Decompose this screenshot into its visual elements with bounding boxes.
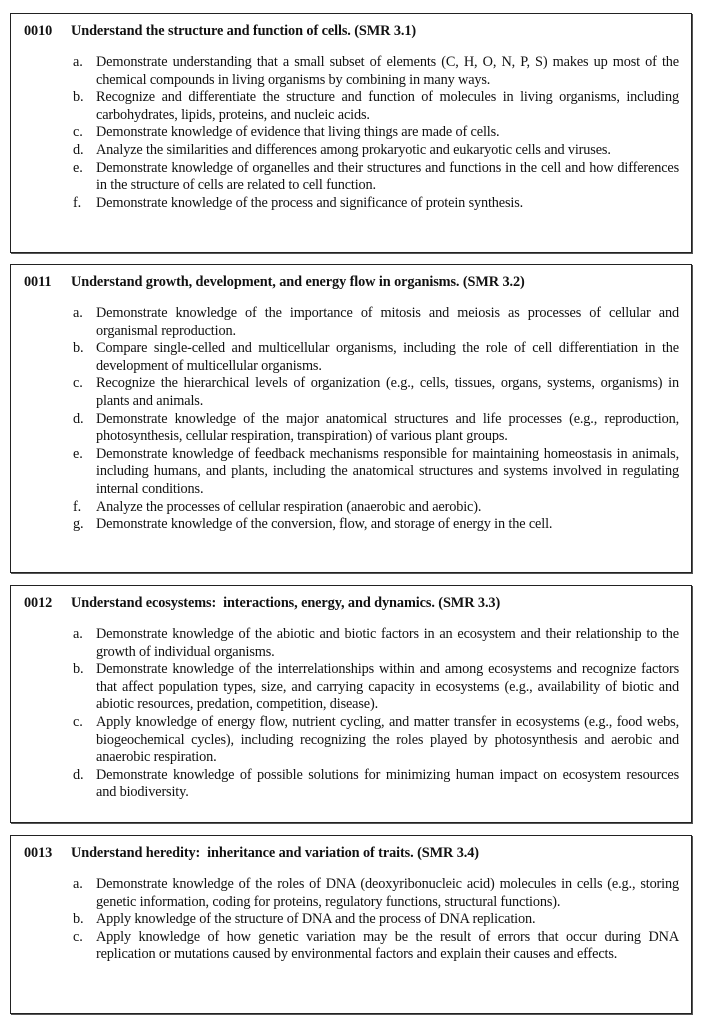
objective-item [11,626,679,661]
objective-item [11,516,679,534]
objective-list [11,40,691,212]
item-marker: f. [73,498,82,515]
objective-item [11,499,679,517]
item-marker: a. [73,626,83,642]
section-header [11,836,691,862]
objective-item [11,911,679,929]
section-title: Understand ecosystems: interactions, energy, and dynamics. (SMR 3.3) [71,595,501,611]
objective-item [11,411,679,446]
item-text: Recognize the hierarchical levels of organization (e.g., cells, tissues, organs, systems, organisms) in plants and animals. [96,375,679,409]
objective-item [11,124,679,142]
item-marker: a. [73,876,83,892]
objective-item [11,446,679,499]
item-text: Apply knowledge of the structure of DNA and the process of DNA replication. [96,911,536,928]
item-marker: b. [73,661,84,678]
objective-item [11,195,679,213]
item-text: Demonstrate knowledge of evidence that living things are made of cells. [96,124,500,141]
item-marker: c. [73,375,83,392]
section-box-0012 [10,585,692,823]
section-header [11,586,691,612]
item-marker: b. [73,340,84,357]
section-box-0011 [10,264,692,573]
objective-item [11,340,679,375]
item-text: Apply knowledge of energy flow, nutrient cycling, and matter transfer in ecosystems (e.g., food webs, biogeochemical cycles), including recognizing the roles played by photosynthesis and aerobic and anaerobic respiration. [96,713,679,766]
item-text: Demonstrate knowledge of the major anatomical structures and life processes (e.g., reproduction, photosynthesis, cellular respiration, transpiration) of various plant groups. [96,410,679,445]
item-marker: g. [73,516,84,533]
item-text: Demonstrate knowledge of the interrelationships within and among ecosystems and recognize factors that affect population types, size, and carrying capacity in ecosystems (e.g., availability of biotic and abiotic resources, predation, competition, disease). [96,661,679,713]
objective-item [11,929,679,964]
item-text: Demonstrate knowledge of organelles and their structures and functions in the cell and how differences in the structure of cells are related to cell function. [96,159,679,194]
item-text: Recognize and differentiate the structure and function of molecules in living organisms, including carbohydrates, lipids, proteins, and nucleic acids. [96,89,679,123]
item-marker: b. [73,911,84,928]
objective-item [11,661,679,714]
item-marker: d. [73,766,84,783]
item-text: Demonstrate knowledge of the roles of DNA (deoxyribonucleic acid) molecules in cells (e.g., storing genetic information, coding for proteins, regulatory functions, structural functions). [96,876,679,910]
item-text: Analyze the similarities and differences among prokaryotic and eukaryotic cells and viruses. [96,141,611,158]
item-marker: e. [73,159,83,176]
objective-list [11,291,691,534]
item-text: Demonstrate knowledge of feedback mechanisms responsible for maintaining homeostasis in animals, including humans, and plants, including the anatomical structures and systems involved in regulating internal conditions. [96,445,679,497]
section-header [11,265,691,291]
objective-list [11,612,691,802]
objective-item [11,142,679,160]
item-text: Apply knowledge of how genetic variation may be the result of errors that occur during DNA replication or mutations caused by environmental factors and explain their causes and effects. [96,928,679,963]
item-text: Demonstrate knowledge of the conversion, flow, and storage of energy in the cell. [96,516,553,533]
objective-item [11,714,679,767]
section-box-0010 [10,13,692,253]
item-text: Demonstrate knowledge of the importance of mitosis and meiosis as processes of cellular and organismal reproduction. [96,305,679,339]
item-marker: d. [73,141,84,158]
section-title: Understand growth, development, and energy flow in organisms. (SMR 3.2) [71,274,525,290]
item-marker: f. [73,194,82,211]
section-code: 0010 [24,23,53,39]
item-text: Demonstrate knowledge of the abiotic and biotic factors in an ecosystem and their relationship to the growth of individual organisms. [96,626,679,660]
objective-item [11,89,679,124]
item-marker: b. [73,89,84,106]
item-text: Compare single-celled and multicellular organisms, including the role of cell differentiation in the development of multicellular organisms. [96,340,679,374]
objective-item [11,160,679,195]
section-title: Understand heredity: inheritance and variation of traits. (SMR 3.4) [71,845,479,861]
section-code: 0011 [24,274,52,290]
item-marker: c. [73,713,83,730]
section-box-0013 [10,835,692,1014]
item-marker: a. [73,305,83,321]
section-header [11,14,691,40]
item-marker: c. [73,928,83,945]
item-marker: d. [73,410,84,427]
item-marker: a. [73,54,83,70]
objective-list [11,862,691,964]
item-marker: c. [73,124,83,141]
section-title: Understand the structure and function of cells. (SMR 3.1) [71,23,417,39]
item-text: Demonstrate knowledge of the process and significance of protein synthesis. [96,194,524,211]
item-text: Analyze the processes of cellular respiration (anaerobic and aerobic). [96,498,482,515]
objective-item [11,305,679,340]
item-text: Demonstrate understanding that a small subset of elements (C, H, O, N, P, S) makes up most of the chemical compounds in living organisms by combining in many ways. [96,54,679,88]
objective-item [11,54,679,89]
objective-item [11,767,679,802]
section-code: 0013 [24,845,53,861]
objective-item [11,375,679,410]
section-code: 0012 [24,595,53,611]
item-marker: e. [73,445,83,462]
item-text: Demonstrate knowledge of possible solutions for minimizing human impact on ecosystem resources and biodiversity. [96,766,679,801]
objective-item [11,876,679,911]
